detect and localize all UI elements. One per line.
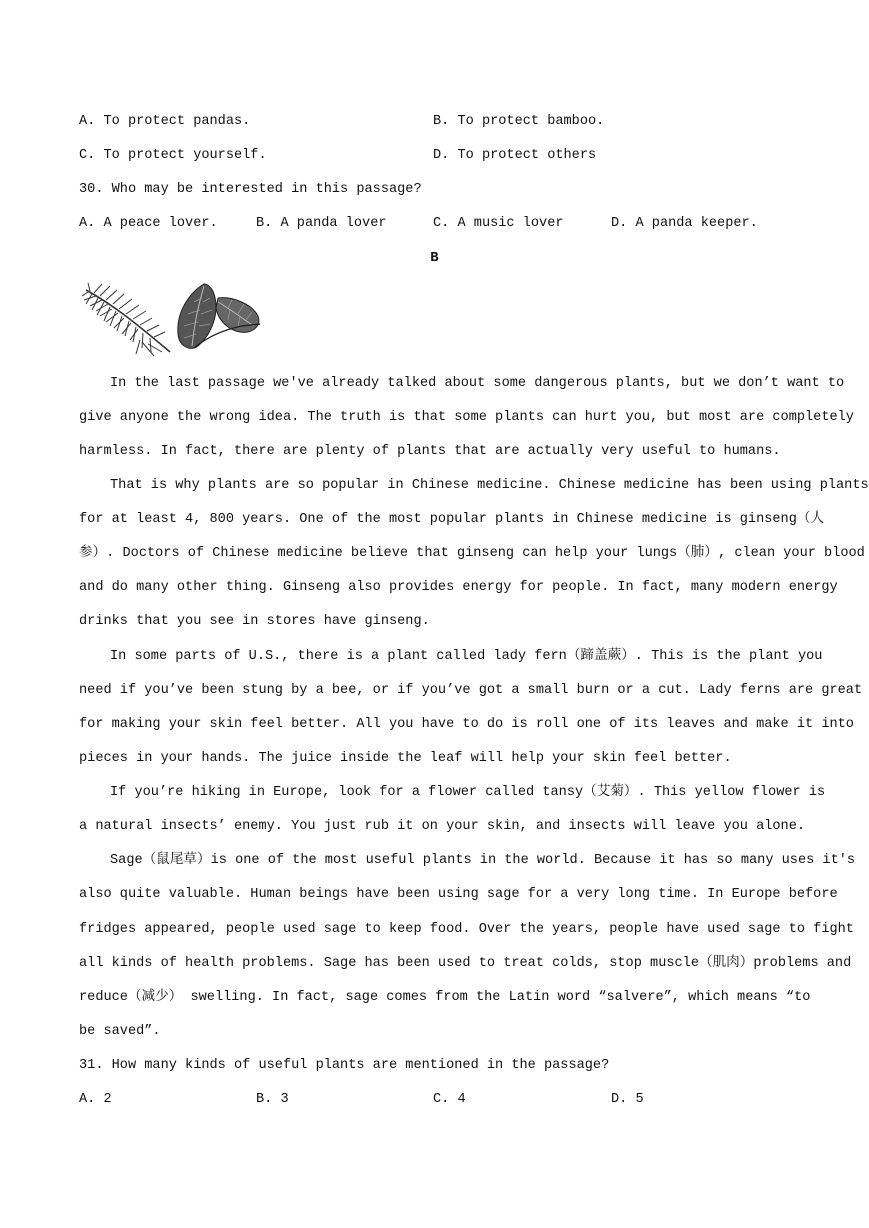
passage-line: drinks that you see in stores have ginseng. [79, 614, 430, 629]
q29-option-b[interactable]: B. To protect bamboo. [433, 114, 605, 129]
passage-line: reduce（减少） swelling. In fact, sage comes from the Latin word “salvere”, which means “to [79, 990, 811, 1005]
q31-option-a[interactable]: A. 2 [79, 1092, 112, 1107]
q31-question: 31. How many kinds of useful plants are mentioned in the passage? [79, 1058, 610, 1073]
passage-line: pieces in your hands. The juice inside the leaf will help your skin feel better. [79, 751, 732, 766]
passage-line: a natural insects’ enemy. You just rub it on your skin, and insects will leave you alone. [79, 819, 806, 834]
passage-line: for at least 4, 800 years. One of the most popular plants in Chinese medicine is ginseng（人 [79, 512, 825, 527]
rosemary-sprig-icon [82, 283, 170, 356]
passage-line: give anyone the wrong idea. The truth is that some plants can hurt you, but most are completely [79, 410, 854, 425]
passage-line: In some parts of U.S., there is a plant called lady fern（蹄盖蕨）. This is the plant you [110, 649, 823, 664]
passage-line: 参）. Doctors of Chinese medicine believe that ginseng can help your lungs（肺）, clean your blood [79, 546, 865, 561]
passage-line: In the last passage we've already talked about some dangerous plants, but we don’t want to [110, 376, 845, 391]
passage-line: fridges appeared, people used sage to keep food. Over the years, people have used sage to fight [79, 922, 854, 937]
q30-option-a[interactable]: A. A peace lover. [79, 216, 218, 231]
q31-option-b[interactable]: B. 3 [256, 1092, 289, 1107]
passage-line: That is why plants are so popular in Chinese medicine. Chinese medicine has been using plants [110, 478, 869, 493]
plant-illustration [82, 282, 262, 363]
q31-option-c[interactable]: C. 4 [433, 1092, 466, 1107]
q29-option-c[interactable]: C. To protect yourself. [79, 148, 267, 163]
passage-line: be saved”. [79, 1024, 161, 1039]
q30-option-c[interactable]: C. A music lover [433, 216, 564, 231]
passage-line: harmless. In fact, there are plenty of plants that are actually very useful to humans. [79, 444, 781, 459]
q31-option-d[interactable]: D. 5 [611, 1092, 644, 1107]
q29-option-a[interactable]: A. To protect pandas. [79, 114, 251, 129]
passage-line: for making your skin feel better. All you have to do is roll one of its leaves and make it into [79, 717, 854, 732]
passage-line: Sage（鼠尾草）is one of the most useful plants in the world. Because it has so many uses it's [110, 853, 856, 868]
passage-line: also quite valuable. Human beings have been using sage for a very long time. In Europe before [79, 887, 838, 902]
section-heading: B [430, 250, 439, 266]
passage-line: need if you’ve been stung by a bee, or if you’ve got a small burn or a cut. Lady ferns are great [79, 683, 863, 698]
passage-line: and do many other thing. Ginseng also provides energy for people. In fact, many modern energy [79, 580, 838, 595]
q30-option-d[interactable]: D. A panda keeper. [611, 216, 758, 231]
q30-option-b[interactable]: B. A panda lover [256, 216, 387, 231]
passage-line: If you’re hiking in Europe, look for a flower called tansy（艾菊）. This yellow flower is [110, 785, 826, 800]
sage-leaves-icon [178, 284, 260, 348]
passage-line: all kinds of health problems. Sage has been used to treat colds, stop muscle（肌肉）problems and [79, 956, 852, 971]
q29-option-d[interactable]: D. To protect others [433, 148, 597, 163]
q30-question: 30. Who may be interested in this passage? [79, 182, 422, 197]
